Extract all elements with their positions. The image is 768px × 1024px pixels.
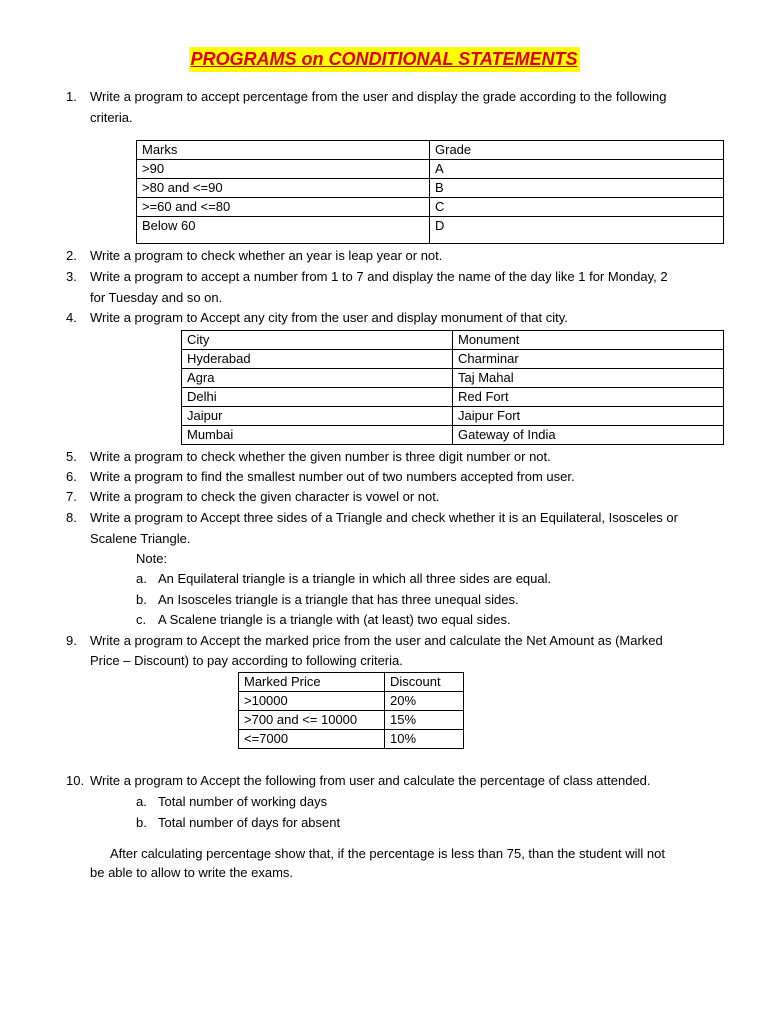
q4-number: 4. xyxy=(66,310,77,325)
q9-text-line2: Price – Discount) to pay according to following criteria. xyxy=(90,653,403,668)
q3-text-line2: for Tuesday and so on. xyxy=(90,290,223,305)
q7-text: Write a program to check the given character is vowel or not. xyxy=(90,489,440,504)
q10-item-a-text: Total number of working days xyxy=(158,794,328,809)
table-header-cell: Grade xyxy=(430,141,724,160)
q10-item-b-letter: b. xyxy=(136,815,147,830)
q8-item-b-text: An Isosceles triangle is a triangle that has three unequal sides. xyxy=(158,592,519,607)
q8-item-c-text: A Scalene triangle is a triangle with (at least) two equal sides. xyxy=(158,612,511,627)
table-header-cell: Discount xyxy=(385,673,464,692)
q1-number: 1. xyxy=(66,89,77,104)
table-cell: C xyxy=(430,198,724,217)
table-cell: Below 60 xyxy=(137,217,430,244)
table-cell: >10000 xyxy=(239,692,385,711)
q8-item-a-text: An Equilateral triangle is a triangle in which all three sides are equal. xyxy=(158,571,552,586)
table-cell: Delhi xyxy=(182,388,453,407)
table-cell: >700 and <= 10000 xyxy=(239,711,385,730)
table-header-cell: Marks xyxy=(137,141,430,160)
table-cell: B xyxy=(430,179,724,198)
table-cell: >=60 and <=80 xyxy=(137,198,430,217)
table-cell: 10% xyxy=(385,730,464,749)
q9-number: 9. xyxy=(66,633,77,648)
table-row xyxy=(182,350,724,369)
table-row xyxy=(137,141,724,160)
q10-item-b-text: Total number of days for absent xyxy=(158,815,341,830)
table-row xyxy=(137,198,724,217)
table-cell: >80 and <=90 xyxy=(137,179,430,198)
grade-table xyxy=(136,140,724,244)
q8-item-a-letter: a. xyxy=(136,571,147,586)
title-container xyxy=(0,47,768,72)
q3-number: 3. xyxy=(66,269,77,284)
q3-text-line1: Write a program to accept a number from 1 to 7 and display the name of the day like 1 for Monday, 2 xyxy=(90,269,668,284)
q8-item-c-letter: c. xyxy=(136,612,147,627)
table-header-cell: Monument xyxy=(453,331,724,350)
table-cell: Red Fort xyxy=(453,388,724,407)
table-cell: Jaipur xyxy=(182,407,453,426)
table-row xyxy=(239,673,464,692)
table-cell: Taj Mahal xyxy=(453,369,724,388)
q8-text-line1: Write a program to Accept three sides of a Triangle and check whether it is an Equilateral, Isosceles or xyxy=(90,510,678,525)
monument-table xyxy=(181,330,724,445)
q2-text: Write a program to check whether an year is leap year or not. xyxy=(90,248,443,263)
table-row xyxy=(182,407,724,426)
q10-after-line2: be able to allow to write the exams. xyxy=(90,865,294,880)
table-row xyxy=(182,369,724,388)
q10-after-line1: After calculating percentage show that, if the percentage is less than 75, than the student will not xyxy=(110,846,666,861)
table-row xyxy=(239,692,464,711)
table-cell: Gateway of India xyxy=(453,426,724,445)
table-row xyxy=(182,331,724,350)
q8-number: 8. xyxy=(66,510,77,525)
q6-number: 6. xyxy=(66,469,77,484)
table-cell: Jaipur Fort xyxy=(453,407,724,426)
q5-number: 5. xyxy=(66,449,77,464)
q10-text: Write a program to Accept the following from user and calculate the percentage of class attended. xyxy=(90,773,651,788)
q2-number: 2. xyxy=(66,248,77,263)
q8-note-label: Note: xyxy=(136,551,168,566)
table-cell: A xyxy=(430,160,724,179)
table-header-cell: Marked Price xyxy=(239,673,385,692)
table-row xyxy=(182,426,724,445)
table-cell: >90 xyxy=(137,160,430,179)
q7-number: 7. xyxy=(66,489,77,504)
q10-item-a-letter: a. xyxy=(136,794,147,809)
q10-number: 10. xyxy=(66,773,85,788)
table-cell: D xyxy=(430,217,724,244)
table-header-cell: City xyxy=(182,331,453,350)
q8-text-line2: Scalene Triangle. xyxy=(90,531,191,546)
table-cell: <=7000 xyxy=(239,730,385,749)
table-cell: Hyderabad xyxy=(182,350,453,369)
table-cell: Charminar xyxy=(453,350,724,369)
q1-text-line1: Write a program to accept percentage from the user and display the grade according to the following xyxy=(90,89,667,104)
table-cell: Agra xyxy=(182,369,453,388)
table-row xyxy=(137,217,724,244)
page-title: PROGRAMS on CONDITIONAL STATEMENTS xyxy=(189,47,580,72)
q8-item-b-letter: b. xyxy=(136,592,147,607)
table-row xyxy=(137,179,724,198)
table-row xyxy=(182,388,724,407)
q1-text-line2: criteria. xyxy=(90,110,133,125)
table-cell: Mumbai xyxy=(182,426,453,445)
q9-text-line1: Write a program to Accept the marked price from the user and calculate the Net Amount as (Marked xyxy=(90,633,663,648)
table-row xyxy=(239,730,464,749)
q5-text: Write a program to check whether the given number is three digit number or not. xyxy=(90,449,551,464)
discount-table xyxy=(238,672,464,749)
table-row xyxy=(137,160,724,179)
table-cell: 15% xyxy=(385,711,464,730)
q6-text: Write a program to find the smallest number out of two numbers accepted from user. xyxy=(90,469,575,484)
table-cell: 20% xyxy=(385,692,464,711)
table-row xyxy=(239,711,464,730)
q4-text: Write a program to Accept any city from the user and display monument of that city. xyxy=(90,310,568,325)
